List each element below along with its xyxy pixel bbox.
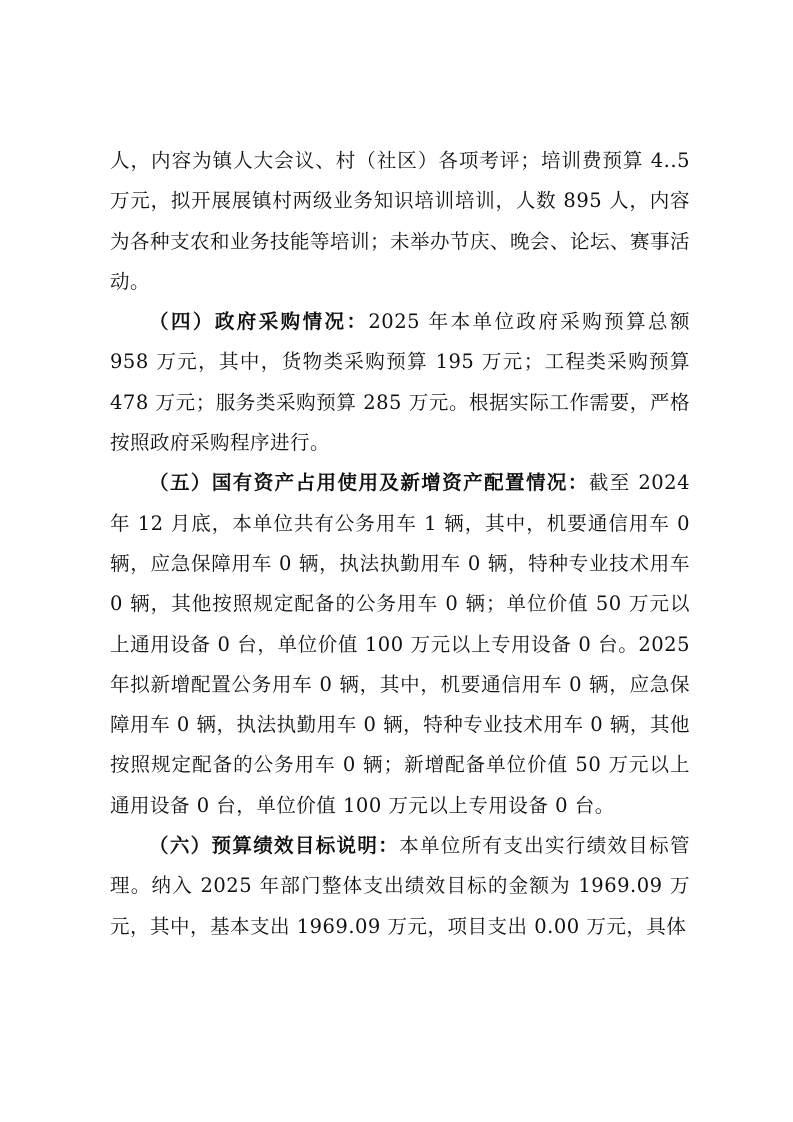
section-heading: （六）预算绩效目标说明：	[149, 834, 400, 858]
section-heading: （五）国有资产占用使用及新增资产配置情况：	[149, 471, 589, 495]
paragraph-performance	[110, 826, 690, 947]
paragraph-state-assets	[110, 463, 690, 826]
paragraph-body: 2025 年本单位政府采购预算总额 958 万元，其中，货物类采购预算 195 万元；工程类采购预算 478 万元；服务类采购预算 285 万元。根据实际工作需要，严格按照政府采购程序进行。	[110, 310, 690, 455]
paragraph-body: 截至 2024 年 12 月底，本单位共有公务用车 1 辆，其中，机要通信用车 0 辆，应急保障用车 0 辆，执法执勤用车 0 辆，特种专业技术用车 0 辆，其他按照规定配备的公务用车 0 辆；单位价值 50 万元以上通用设备 0 台，单位价值 100 万元以上专用设备 0 台。2025 年拟新增配置公务用车 0 辆，其中，机要通信用车 0 辆，应急保障用车 0 辆，执法执勤用车 0 辆，特种专业技术用车 0 辆，其他按照规定配备的公务用车 0 辆；新增配备单位价值 50 万元以上通用设备 0 台，单位价值 100 万元以上专用设备 0 台。	[110, 471, 690, 817]
paragraph-body: 本单位所有支出实行绩效目标管理。纳入 2025 年部门整体支出绩效目标的金额为 1969.09 万元，其中，基本支出 1969.09 万元，项目支出 0.00 万元，具体	[110, 834, 690, 938]
document-page	[110, 141, 690, 947]
paragraph-body: 人，内容为镇人大会议、村（社区）各项考评；培训费预算 4..5 万元，拟开展展镇村两级业务知识培训培训，人数 895 人，内容为各种支农和业务技能等培训；未举办节庆、晚会、论坛、赛事活动。	[110, 149, 691, 293]
paragraph-procurement	[110, 302, 690, 463]
paragraph-training	[110, 141, 690, 302]
section-heading: （四）政府采购情况：	[149, 310, 369, 334]
